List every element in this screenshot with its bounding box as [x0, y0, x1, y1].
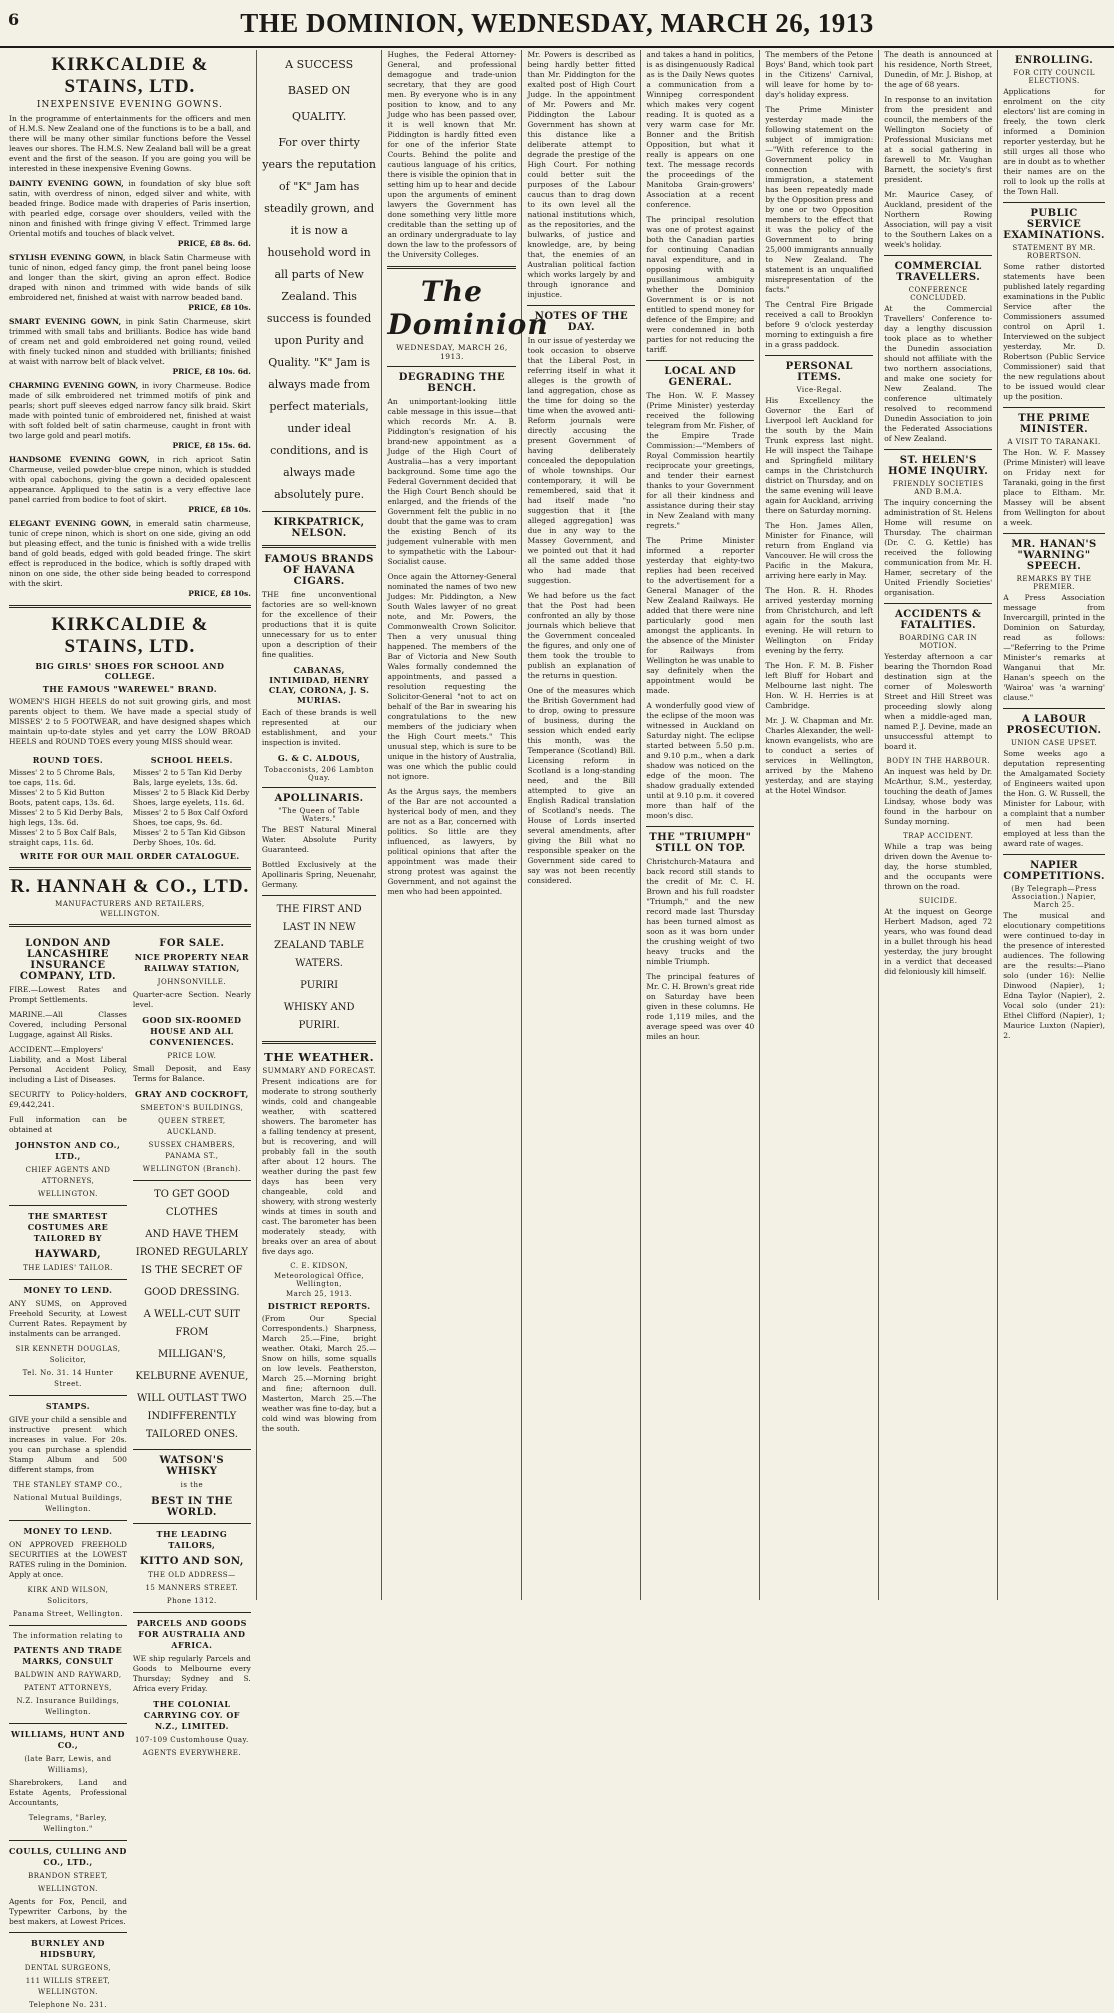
gown-price: PRICE, £8 8s. 6d. — [177, 239, 251, 248]
enrolling-paragraph: Applications for enrolment on the city electors' list are coming in freely, the town clerk informed a Dominion reporter yesterday, but he still urges all those who are in doubt as to whether their names are on the roll to look up the rolls at the Town Hall. — [1003, 87, 1105, 196]
insurance-line: FIRE.—Lowest Rates and Prompt Settlements. — [9, 985, 127, 1004]
hannah-place: WELLINGTON. — [99, 910, 160, 918]
triumph-paragraph: Christchurch-Mataura and back record still stands to the credit of Mr. C. H. Brown and his full roadster "Triumph," and the new record made last Thursday has been turned almost as soon as it was born under the crushing weight of two heavy trucks and the nimble Triumph. — [646, 857, 755, 966]
napier-paragraph: The musical and elocutionary competitions were continued to-day in the presence of interested audiences. The following are the results:—Piano solo (under 16): Nellie Dinwood (Napier), 1; Edna Taylor (Napier), 2. Vocal solo (under 21): Ethel Clifford (Napier), 1; Maurice Luxton (Napier), 2. — [1003, 911, 1105, 1040]
milligan-line: WILL OUTLAST TWO INDIFFERENTLY TAILORED ONES. — [137, 1393, 247, 1440]
gown-description: in emerald satin charmeuse, tunic of crepe ninon, which is short on one side, giving an odd but pleasing effect, and the tunic is finished with a wide trellis band of gold beads, edged with gold beaded fringe. The skirt effect is reproduced in the bodice, which is softly draped with ninon on one side, the other side being beaded to correspond with the skirt. — [9, 519, 251, 588]
personal-title: PERSONAL ITEMS. — [785, 361, 853, 383]
money-line: ANY SUMS, on Approved Freehold Security, at Lowest Current Rates. Repayment by instalments can be arranged. — [9, 1299, 127, 1338]
editorial-title: DEGRADING THE BENCH. — [398, 372, 506, 394]
gown-item — [9, 455, 251, 515]
editorial-continuation: Hughes, the Federal Attorney-General, and professional demagogue and trade-union secretary, that they are good men. By everyone who is in any position to know, and to any Judge who has been passed over, it is well known that Mr. Piddington is hardly fitted even for one of the inferior State Courts. Behind the polite and cautious language of his critics, there is visible the opinion that in setting him up to hear and decide upon the arguments of eminent lawyers the Government has done something very little more creditable than the setting up of an ordinary undergraduate to lay down the law to the professors of the University Colleges. — [387, 50, 517, 259]
patents-line: PATENT ATTORNEYS, — [24, 1684, 112, 1692]
williams-line: WILLIAMS, HUNT AND CO., — [11, 1729, 125, 1750]
milligan-line: KELBURNE AVENUE, — [135, 1371, 249, 1382]
burnley-line: 111 WILLIS STREET, WELLINGTON. — [25, 1977, 111, 1996]
apollinaris-line: APOLLINARIS. — [274, 793, 364, 804]
local-paragraph: The members of the Petone Boys' Band, which took part in the Citizens' Carnival, will leave for home by to-day's holiday express. — [765, 50, 874, 99]
kirkpatrick-line: KIRKPATRICK, NELSON. — [273, 517, 365, 539]
costumes-line: HAYWARD, — [34, 1249, 102, 1260]
for-sale-line: QUEEN STREET, AUCKLAND. — [158, 1117, 226, 1136]
editorial-paragraph: An unimportant-looking little cable message in this issue—that which records Mr. A. B. Piddington's resignation of his brand-new appointment as a Judge of the High Court of Australia—has a very important background. Some time ago the Federal Government decided that the High Court Bench should be enlarged, and the friends of the Government felt the public in no doubt that the game was to cram the existing Bench of its judgement vulnerable with men to sympathetic with the Labour-Socialist cause. — [387, 397, 517, 566]
public-service-title: PUBLIC SERVICE EXAMINATIONS. — [1003, 208, 1105, 241]
labour-paragraph: Some weeks ago a deputation representing the Amalgamated Society of Engineers waited upon the Hon. G. W. Russell, the Minister for Labour, with a complaint that a number of men had been employed at less than the award rate of wages. — [1003, 749, 1105, 848]
commercial-paragraph: At the Commercial Travellers' Conference to-day a lengthy discussion took place as to whether the Dunedin association should not affiliate with the two northern associations, and make one society for New Zealand. The conference ultimately resolved to recommend Dunedin Association to join the Federated Associations of New Zealand. — [884, 304, 993, 443]
apollinaris-line: The BEST Natural Mineral Water. Absolute Purity Guaranteed. — [261, 825, 377, 854]
helens-title: ST. HELEN'S HOME INQUIRY. — [888, 455, 989, 477]
hanan-title: MR. HANAN'S "WARNING" SPEECH. — [1011, 539, 1097, 572]
gown-name: DAINTY EVENING GOWN, — [9, 179, 124, 188]
divider — [1003, 202, 1105, 203]
local-title: LOCAL AND GENERAL. — [664, 366, 737, 388]
gown-price: PRICE, £8 10s. — [188, 505, 251, 514]
patents-line: BALDWIN AND RAYWARD, — [14, 1671, 122, 1679]
divider — [262, 545, 377, 548]
local-paragraph: The Prime Minister informed a reporter yesterday that eighty-two replies had been received to the advertisement for a General Manager of the New Zealand Railways. He added that there were nine particularly good men amongst the applicants. In the absence of the Minister for Railways from Wellington he was unable to say definitely when the appointment would be made. — [646, 536, 755, 695]
money-line: SIR KENNETH DOUGLAS, Solicitor, — [15, 1345, 121, 1364]
trap-paragraph: While a trap was being driven down the Avenue to-day, the horse stumbled, and the occupants were thrown on the road. — [884, 842, 993, 891]
williams-line: Telegrams, "Barley, Wellington." — [28, 1814, 108, 1833]
public-service-subtitle: STATEMENT BY MR. ROBERTSON. — [1012, 244, 1096, 260]
gown-name: STYLISH EVENING GOWN, — [9, 253, 126, 262]
gown-description: in pink Satin Charmeuse, skirt trimmed with small tabs and brilliants. Bodice has wide band of cream net and gold embroidered net going round, veiled with finely tucked ninon and studded with brilliants; finished at waist with narrow belt of black velvet. — [9, 317, 251, 366]
for-sale-line: PRICE LOW. — [167, 1052, 217, 1060]
burnley-line: BURNLEY AND HIDSBURY, — [31, 1938, 105, 1959]
evening-gowns-subheading: INEXPENSIVE EVENING GOWNS. — [36, 100, 223, 110]
money2-line: Panama Street, Wellington. — [12, 1610, 123, 1618]
small-ads — [9, 933, 251, 2013]
brief-paragraph: In response to an invitation from the president and council, the members of the Wellington Society of Professional Musicians met at a social gathering in farewell to Mr. Vaughan Barnett, the society's first president. — [884, 95, 993, 184]
hanan-subtitle: REMARKS BY THE PREMIER. — [1016, 575, 1092, 591]
divider — [1003, 533, 1105, 534]
shoe-item: Misses' 2 to 5 Chrome Bals, toe caps, 11s. 6d. — [9, 768, 115, 787]
gown-description: in ivory Charmeuse. Bodice made of silk embroidered net trimmed motifs of pink and pearls; short puff sleeves edged narrow fancy silk braid. Skirt made with pointed tunic of embroidered net, finished at waist with soft folded belt of satin charmeuse, caught in front with two large gold and pearl motifs. — [9, 381, 251, 440]
costumes-line: THE LADIES' TAILOR. — [23, 1264, 113, 1272]
divider — [262, 1041, 377, 1044]
coulls-line: WELLINGTON. — [38, 1885, 98, 1893]
divider — [9, 1932, 127, 1933]
commercial-subtitle: CONFERENCE CONCLUDED. — [908, 286, 968, 302]
divider — [133, 1180, 251, 1181]
kidson-line: Meteorological Office, Wellington, — [274, 1272, 365, 1288]
small-ads-right — [133, 933, 251, 2013]
mail-order-line: WRITE FOR OUR MAIL ORDER CATALOGUE. — [20, 851, 240, 861]
column-right — [998, 50, 1110, 1600]
harbour-title: BODY IN THE HARBOUR. — [886, 757, 990, 765]
accidents-paragraph: Yesterday afternoon a car bearing the Thorndon Road destination sign at the corner of Molesworth Street and Hill Street was proceeding slowly along when a middle-aged man, named P. J. Devine, made an unsuccessful attempt to board it. — [884, 652, 993, 751]
personal-paragraph: His Excellency the Governor the Earl of Liverpool left Auckland for the south by the Main Trunk express last night. He will inspect the Taihape and Springfield military camps in the Christchurch district on Thursday, and on the same evening will leave again for Auckland, arriving there on Saturday morning. — [765, 396, 874, 515]
masthead — [0, 0, 1114, 48]
insurance-line: WELLINGTON. — [38, 1190, 98, 1198]
for-sale-line: GOOD SIX-ROOMED HOUSE AND ALL CONVENIENCES. — [142, 1015, 242, 1047]
shoe-item: Misses' 2 to 5 Box Calf Bals, straight caps, 11s. 6d. — [9, 828, 117, 847]
notes-paragraph: We had before us the fact that the Post had been confronted an ally by those journals which believe that the Government concealed the figures, and only one of them took the trouble to publish an explanation of the returns in question. — [527, 591, 636, 680]
parcels-line: WE ship regularly Parcels and Goods to Melbourne every Thursday; Sydney and S. Africa every Friday. — [132, 1654, 251, 1693]
round-toes-heading: ROUND TOES. — [32, 755, 104, 765]
aldous-line: G. & C. ALDOUS, — [277, 753, 361, 763]
insurance-line: ACCIDENT.—Employers' Liability, and a Most Liberal Personal Accident Policy, including a List of Diseases. — [9, 1045, 127, 1084]
divider — [9, 924, 251, 927]
local-paragraph: The Prime Minister yesterday made the following statement on the subject of immigration:—"With reference to the Government policy in connection with immigration, a statement has been repeatedly made by the Opposition press and by one or two Opposition members to the effect that it was the policy of the Government to bring 25,000 immigrants annually to New Zealand. The statement is an unqualified misrepresentation of the facts." — [765, 105, 874, 294]
column-personal — [760, 50, 879, 1600]
divider — [9, 867, 251, 870]
parcels-line: PARCELS AND GOODS FOR AUSTRALIA AND AFRICA. — [136, 1618, 247, 1650]
personal-paragraph: The Hon. F. M. B. Fisher left Bluff for Hobart and Melbourne last night. The Hon. W. H. Herries is at Cambridge. — [765, 661, 874, 710]
divider — [646, 360, 754, 361]
jam-ad-line: A SUCCESS — [285, 58, 354, 71]
jam-ad-body: For over thirty years the reputation of "K" Jam has steadily grown, and it is now a household word in all parts of New Zealand. This success is founded upon Purity and Quality. "K" Jam is always made from perfect materials, under ideal conditions, and is always made absolutely pure. — [262, 136, 376, 501]
gown-description: in black Satin Charmeuse with tunic of ninon, edged fancy gimp, the front panel being loose and longer than the skirt, giving an apron effect. Bodice draped with ninon and trimmed with wide bands of silk embroidered net, finished at waist with narrow beaded band. — [9, 253, 251, 302]
milligan-line: MILLIGAN'S, — [157, 1349, 226, 1360]
labour-subtitle: UNION CASE UPSET. — [1010, 739, 1098, 747]
column-notes — [522, 50, 641, 1600]
dominion-dateline: WEDNESDAY, MARCH 26, 1913. — [396, 343, 508, 361]
divider — [387, 266, 516, 269]
gown-name: ELEGANT EVENING GOWN, — [9, 519, 132, 528]
burnley-line: Telephone No. 231. — [28, 2001, 107, 2009]
williams-line: Sharebrokers, Land and Estate Agents, Professional Accountants, — [9, 1778, 127, 1807]
personal-paragraph: The Hon. James Allen, Minister for Finance, will return from England via Vancouver. He will cross the Pacific in the Makura, arriving here early in May. — [765, 521, 874, 580]
kitto-line: 15 MANNERS STREET. — [145, 1584, 239, 1592]
parcels-line: THE COLONIAL CARRYING COY. OF N.Z., LIMITED. — [143, 1699, 240, 1731]
divider — [9, 1395, 127, 1396]
gown-description: in rich apricot Satin Charmeuse, veiled powder-blue crepe ninon, which is studded with opal cabochons, giving the gown a decided opalescent appearance. Appliqued to the satin is a very effective lace panel carried from bodice to foot of skirt. — [9, 455, 251, 504]
coulls-line: BRANDON STREET, — [28, 1872, 108, 1880]
money2-line: ON APPROVED FREEHOLD SECURITIES at the LOWEST RATES ruling in the Dominion. Apply at once. — [9, 1540, 127, 1579]
insurance-line: SECURITY to Policy-holders, £9,442,241. — [9, 1090, 127, 1109]
divider — [9, 605, 251, 608]
divider — [133, 1612, 251, 1613]
for-sale-line: SUSSEX CHAMBERS, PANAMA ST., — [148, 1141, 236, 1160]
accidents-title: ACCIDENTS & FATALITIES. — [894, 609, 982, 631]
burnley-line: DENTAL SURGEONS, — [24, 1964, 112, 1972]
divider — [262, 787, 377, 788]
enrolling-title: ENROLLING. — [1014, 55, 1094, 66]
cigars-title: FAMOUS BRANDS OF HAVANA CIGARS. — [264, 554, 374, 587]
brief-paragraph: Mr. Maurice Casey, of Auckland, president of the Northern Rowing Association, will pay a visit to the Southern Lakes on a week's holiday. — [884, 190, 993, 249]
insurance-line: Full information can be obtained at — [9, 1115, 127, 1134]
patents-line: The information relating to — [12, 1632, 123, 1640]
insurance-title: LONDON AND LANCASHIRE INSURANCE COMPANY, LTD. — [19, 938, 117, 982]
public-service-paragraph: Some rather distorted statements have been published lately regarding examinations in the Public Service after the Commissioners assumed control on April 1. Interviewed on the subject yesterday, Mr. D. Robertson (Public Service Commissioner) said that the new regulations about to be issued would clear up the position. — [1003, 262, 1105, 401]
for-sale-line: Quarter-acre Section. Nearly level. — [132, 990, 251, 1009]
divider — [884, 449, 992, 450]
gown-price: PRICE, £8 15s. 6d. — [172, 441, 251, 450]
gown-price: PRICE, £8 10s. 6d. — [172, 367, 251, 376]
hannah-sub: MANUFACTURERS AND RETAILERS, — [55, 900, 205, 908]
divider — [9, 1520, 127, 1521]
kirkcaldie-header-2: KIRKCALDIE & STAINS, LTD. — [51, 614, 209, 657]
for-sale-line: WELLINGTON (Branch). — [142, 1165, 241, 1173]
pm-paragraph: The Hon. W. F. Massey (Prime Minister) will leave on Friday next for Taranaki, going in the first place to Eltham. Mr. Massey will be absent from Wellington for about a week. — [1003, 448, 1105, 527]
suicide-title: SUICIDE. — [918, 897, 958, 905]
gown-price: PRICE, £8 10s. — [188, 303, 251, 312]
suicide-paragraph: At the inquest on George Herbert Madson, aged 72 years, who was found dead in a bullet through his head yesterday, the jury brought in a verdict that deceased did feloniously kill himself. — [884, 907, 993, 976]
napier-title: NAPIER COMPETITIONS. — [1003, 860, 1106, 882]
column-advertisements-left — [4, 50, 257, 2009]
trap-title: TRAP ACCIDENT. — [903, 832, 974, 840]
weather-title: THE WEATHER. — [264, 1050, 375, 1064]
shoe-item: Misses' 2 to 5 Tan Kid Gibson Derby Shoes, 10s. 6d. — [132, 828, 246, 847]
commercial-title: COMMERCIAL TRAVELLERS. — [894, 261, 982, 283]
watson-line: BEST IN THE WORLD. — [151, 1496, 233, 1518]
editorial-paragraph: As the Argus says, the members of the Bar are not accounted a hysterical body of men, and they are not as a Bar, concerned with politics. So little are they influenced, as lawyers, by political opinions that after the appointment was made their strong protest was against the Government, and not against the men who had been appointed. — [387, 787, 517, 896]
local-paragraph: A wonderfully good view of the eclipse of the moon was witnessed in Auckland on Saturday night. The eclipse started between 5.50 p.m. and 9.10 p.m., when a dark shadow was noticed on the edge of the moon. The shadow gradually extended until at 9.10 p.m. it covered more than half of the moon's disc. — [646, 701, 755, 820]
divider — [9, 1625, 127, 1626]
labour-title: A LABOUR PROSECUTION. — [1006, 714, 1102, 736]
divider — [133, 1523, 251, 1524]
helens-subtitle: FRIENDLY SOCIETIES AND B.M.A. — [892, 480, 984, 496]
insurance-line: MARINE.—All Classes Covered, including Personal Luggage, against All Risks. — [9, 1010, 127, 1039]
shoes-subheading: BIG GIRLS' SHOES FOR SCHOOL AND COLLEGE. — [35, 661, 225, 681]
divider — [9, 1723, 127, 1724]
milligan-line: TO GET GOOD CLOTHES — [154, 1189, 230, 1218]
gown-name: HANDSOME EVENING GOWN, — [9, 455, 150, 464]
enrolling-subtitle: FOR CITY COUNCIL ELECTIONS. — [1013, 69, 1095, 85]
harbour-paragraph: An inquest was held by Dr. McArthur, S.M., yesterday, touching the death of James Lindsay, whose body was found in the harbour on Sunday morning. — [884, 767, 993, 826]
dominion-nameplate: The Dominion — [387, 275, 549, 341]
divider — [9, 1205, 127, 1206]
small-ads-left — [9, 933, 127, 2013]
insurance-line: JOHNSTON AND CO., LTD., — [15, 1140, 121, 1161]
notes-paragraph: In our issue of yesterday we took occasion to observe that the Liberal Post, in referring itself in what it alleges is the growth of land aggregation, chose as the time for doing so the time when the avowed anti-Reform journals were directly accusing the present Government of having deliberately concealed the depopulation of whole townships. Our contemporary, it will be remembered, said that it had itself made "no suggestion that it [the alleged aggregation] was due in any way to the Massey Government, and we pointed out that it had all the same added those who had made that suggestion. — [527, 336, 636, 585]
coulls-line: COULLS, CULLING AND CO., LTD., — [9, 1846, 127, 1867]
milligan-line: A WELL-CUT SUIT FROM — [143, 1309, 241, 1338]
gown-item — [9, 253, 251, 313]
aldous-line: Tobacconists, 206 Lambton Quay. — [264, 766, 375, 782]
column-ads-weather — [257, 50, 383, 1600]
money-line: MONEY TO LEND. — [23, 1285, 113, 1295]
triumph-title: THE "TRIUMPH" STILL ON TOP. — [649, 832, 752, 854]
divider — [1003, 407, 1105, 408]
cigar-brands: CABANAS, INTIMIDAD, HENRY CLAY, CORONA, J. S. MURIAS. — [268, 665, 370, 705]
money2-line: MONEY TO LEND. — [23, 1526, 113, 1536]
notes-paragraph: One of the measures which the British Government had to drop, owing to pressure of business, during the session which ended early this month, was the Temperance (Scotland) Bill. Licensing reform in Scotland is a long-standing need, and the Bill attempted to give an English Radical translation of Scotland's needs. The House of Lords inserted several amendments, after giving the Bill what no responsible speaker on the Government side cared to say was not been recently considered. — [527, 686, 636, 885]
divider — [884, 255, 992, 256]
triumph-paragraph: The principal features of Mr. C. H. Brown's great ride on Saturday have been given in these columns. He rode 1,119 miles, and the average speed was over 40 miles an hour. — [646, 972, 755, 1041]
patents-line: N.Z. Insurance Buildings, Wellington. — [16, 1697, 120, 1716]
gown-name: CHARMING EVENING GOWN, — [9, 381, 139, 390]
divider — [9, 1840, 127, 1841]
stamps-line: GIVE your child a sensible and instructive present which increases in value. For 20s. you can purchase a splendid Stamp Album and 500 different stamps, from — [9, 1415, 127, 1474]
page-number: 6 — [8, 10, 20, 29]
gown-name: SMART EVENING GOWN, — [9, 317, 122, 326]
helens-paragraph: The inquiry concerning the administration of St. Helens Home will resume on Thursday. The chairman (Dr. C. G. Kettle) has received the following communication from Mr. H. Hamer, secretary of the United Friendly Societies' organisation. — [884, 498, 993, 597]
shoe-item: Misses' 2 to 5 Box Calf Oxford Shoes, toe caps, 9s. 6d. — [132, 808, 249, 827]
watson-line: is the — [180, 1481, 204, 1489]
apollinaris-line: Bottled Exclusively at the Apollinaris Spring, Neuenahr, Germany. — [261, 860, 377, 889]
money2-line: KIRK AND WILSON, Solicitors, — [27, 1586, 109, 1605]
stamps-line: THE STANLEY STAMP CO., — [13, 1481, 123, 1489]
patents-line: PATENTS AND TRADE MARKS, CONSULT — [13, 1645, 123, 1666]
kirkcaldie-header: KIRKCALDIE & STAINS, LTD. — [51, 54, 209, 97]
milligan-line: GOOD DRESSING. — [144, 1287, 240, 1298]
jam-ad-line: BASED ON — [287, 84, 351, 97]
cigars-body: THE fine unconventional factories are so well-known for the excellence of their productions that it is quite unnecessary for us to enter upon a description of their fine qualities. — [261, 590, 377, 659]
shoe-item: Misses' 2 to 5 Kid Button Boots, patent caps, 13s. 6d. — [9, 788, 115, 807]
coulls-line: Agents for Fox, Pencil, and Typewriter Carbons, by the best makers, at Lowest Prices. — [9, 1897, 127, 1926]
divider — [646, 826, 754, 827]
column-briefs — [879, 50, 998, 1600]
stamps-line: STAMPS. — [45, 1401, 91, 1411]
shoe-item: Misses' 2 to 5 Tan Kid Derby Bals, large eyelets, 13s. 6d. — [132, 768, 243, 787]
for-sale-line: GRAY AND COCKROFT, — [134, 1089, 249, 1099]
brief-paragraph: The death is announced at his residence, North Street, Dunedin, of Mr. J. Bishop, at the age of 68 years. — [884, 50, 993, 89]
divider — [262, 895, 377, 896]
local-paragraph: The Hon. W. F. Massey (Prime Minister) yesterday received the following telegram from Mr. Fisher, of the Empire Trade Commission:—"Members of Royal Commission heartily reciprocate your greetings, and tender their earnest thanks to your Government for all their kindness and assistance during their stay in New Zealand with many regrets." — [646, 391, 755, 530]
gown-price: PRICE, £8 10s. — [188, 589, 251, 598]
page-columns — [4, 50, 1110, 2009]
divider — [1003, 854, 1105, 855]
gown-item — [9, 179, 251, 249]
divider — [262, 511, 377, 512]
kitto-line: THE OLD ADDRESS— — [148, 1571, 236, 1579]
williams-line: (late Barr, Lewis, and Williams), — [24, 1755, 112, 1774]
puriri-line: WHISKY AND PURIRI. — [283, 1002, 355, 1031]
for-sale-line: NICE PROPERTY NEAR RAILWAY STATION, — [134, 952, 249, 973]
insurance-line: CHIEF AGENTS AND ATTORNEYS, — [25, 1166, 111, 1185]
shoe-item: Misses' 2 to 5 Black Kid Derby Shoes, large eyelets, 11s. 6d. — [132, 788, 250, 807]
column-editorial — [382, 50, 549, 1600]
puriri-line: THE FIRST AND LAST IN NEW ZEALAND TABLE WATERS. — [274, 904, 365, 969]
pm-title: THE PRIME MINISTER. — [1018, 413, 1090, 435]
for-sale-line: SMEETON'S BUILDINGS, — [140, 1104, 244, 1112]
parcels-line: AGENTS EVERYWHERE. — [142, 1749, 242, 1757]
local-paragraph: The Central Fire Brigade received a call to Brooklyn before 9 o'clock yesterday morning to extinguish a fire in a grass paddock. — [765, 300, 874, 349]
kitto-line: THE LEADING TAILORS, — [156, 1529, 228, 1550]
gowns-intro: In the programme of entertainments for the officers and men of H.M.S. New Zealand one of the functions is to be a ball, and there will be many other similar functions before the Vessel leaves our shores. The H.M.S. New Zealand ball will be a great event and the first of the season. If you are going you will be interested in these inexpensive Evening Gowns. — [9, 114, 251, 173]
stamps-line: National Mutual Buildings, Wellington. — [13, 1494, 123, 1513]
watson-line: WATSON'S WHISKY — [159, 1455, 225, 1477]
kidson-line: March 25, 1913. — [286, 1290, 353, 1298]
column-local — [641, 50, 760, 1600]
apollinaris-line: "The Queen of Table Waters." — [278, 807, 360, 823]
money-line: Tel. No. 31. 14 Hunter Street. — [22, 1369, 114, 1388]
gown-description: in foundation of sky blue soft satin, with overdress of ninon, edged silver and white, with beaded fringe. Bodice made with draperies of Paris insertion, with pearled edge, corsage over shoulders, veiled with the ninon and finished with fringe giving V effect. Trimmed large Oriental motifs and touches of black velvet. — [9, 179, 251, 238]
divider — [9, 1279, 127, 1280]
hanan-paragraph: A Press Association message from Invercargill, printed in the Dominion on Saturday, read as follows:—"Referring to the Prime Minister's remarks at Wanganui that Mr. Hanan's speech on the 'Wairoa' was 'a warning' clause." — [1003, 593, 1105, 702]
puriri-line: PURIRI — [300, 980, 339, 991]
accidents-subtitle: BOARDING CAR IN MOTION. — [899, 634, 978, 650]
divider — [527, 305, 635, 306]
pm-subtitle: A VISIT TO TARANAKI. — [1007, 438, 1101, 446]
newspaper-title: THE DOMINION, WEDNESDAY, MARCH 26, 1913 — [240, 7, 874, 38]
notes-paragraph: and takes a hand in politics, is as disingenuously Radical as is the Daily News quotes a communication from a Winnipeg correspondent which makes very cogent reading. It is quoted as a very warm case for Mr. Bonner and the British Opposition, but what it really is appears on one text. The message records the proceedings of the Manitoba Grain-growers' Association at a recent conference. — [646, 50, 755, 209]
school-heels-heading: SCHOOL HEELS. — [150, 755, 233, 765]
divider — [133, 1449, 251, 1450]
shoes-intro: WOMEN'S HIGH HEELS do not suit growing girls, and most parents object to them. We have made a special study of MISSES' 2 to 5 FOOTWEAR, and have designed shapes which maintain up-to-date styles and yet carry the LOW BROAD HEELS and ROUND TOES every young MISS should wear. — [9, 697, 251, 746]
parcels-line: 107-109 Customhouse Quay. — [134, 1736, 249, 1744]
for-sale-line: Small Deposit, and Easy Terms for Balance. — [132, 1064, 251, 1083]
notes-title: NOTES OF THE DAY. — [534, 311, 629, 333]
milligan-line: AND HAVE THEM IRONED REGULARLY IS THE SECRET OF — [135, 1229, 248, 1276]
kidson-line: C. E. KIDSON, — [290, 1262, 348, 1270]
jam-ad-line: QUALITY. — [292, 110, 347, 123]
personal-subtitle: Vice-Regal. — [796, 386, 843, 394]
personal-paragraph: Mr. J. W. Chapman and Mr. Charles Alexander, the well-known evangelists, who are to conduct a series of services in Wellington, arrived by the Maheno yesterday, and are staying at the Hotel Windsor. — [765, 716, 874, 795]
gown-item — [9, 519, 251, 599]
gown-item — [9, 317, 251, 377]
divider — [765, 355, 873, 356]
divider — [884, 603, 992, 604]
district-title: DISTRICT REPORTS. — [267, 1301, 371, 1311]
weather-body: Present indications are for moderate to strong southerly winds, cold and changeable weather, with scattered showers. The barometer has a falling tendency at present, but is recovering, and will probably fall in the south after about 12 hours. The weather during the past few days has been very changeable, cold and showery, with strong westerly winds at times in south and cast. The barometer has been moderately steady, with breaks over an area of about five days ago. — [261, 1077, 377, 1256]
cigars-body-2: Each of these brands is well represented at our establishment, and your inspection is invited. — [261, 708, 377, 747]
divider — [387, 366, 516, 367]
napier-subtitle: (By Telegraph—Press Association.) Napier, March 25. — [1011, 885, 1097, 909]
hannah-header: R. HANNAH & CO., LTD. — [10, 876, 250, 897]
notes-paragraph: The principal resolution was one of protest against both the Canadian parties for continuing Canadian naval expenditure, and in opposing with a pusillanimous ambiguity whether the Dominion Government is or is not entitled to spend money for defence of the Empire; and were condemned in both parties for not reducing the tariff. — [646, 215, 755, 354]
editorial-paragraph: Once again the Attorney-General nominated the names of two new Judges: Mr. Piddington, a New South Wales lawyer of no great note, and Mr. Powers, the Commonwealth Crown Solicitor. Then a very unusual thing happened. The members of the Bar of Victoria and New South Wales formally condemned the appointments, and passed a resolution requesting the Solicitor-General "not to act on behalf of the Bar in swearing his congratulations to the new members of the judiciary when the High Court meets." This unusual step, which is sure to be unique in the history of Australia, was one which the public could not ignore. — [387, 572, 517, 781]
costumes-line: THE SMARTEST COSTUMES ARE TAILORED BY — [27, 1211, 109, 1243]
warewel-brand: THE FAMOUS "WAREWEL" BRAND. — [42, 684, 218, 694]
kitto-line: KITTO AND SON, — [139, 1556, 244, 1567]
for-sale-line: FOR SALE. — [159, 938, 225, 949]
gown-item — [9, 381, 251, 451]
personal-paragraph: The Hon. R. H. Rhodes arrived yesterday morning from Christchurch, and left again for the south last evening. He will return to Wellington on Friday evening by the ferry. — [765, 586, 874, 655]
divider — [1003, 708, 1105, 709]
editorial-paragraph: Mr. Powers is described as being hardly better fitted than Mr. Piddington for the exalted post of High Court Judge. In the appointment of Mr. Powers and Mr. Piddington the Labour Government has shown at this distance like a deliberate attempt to degrade the prestige of the High Court. For nothing could better suit the purposes of the Labour caucus than to drag down to its own level all the national institutions which, as the repositories, and the bulwarks, of justice and knowledge, are, by being that, the enemies of an Australian political faction which works largely by and through ignorance and injustice. — [527, 50, 636, 299]
kitto-line: Phone 1312. — [166, 1597, 217, 1605]
weather-subtitle: SUMMARY AND FORECAST. — [262, 1067, 376, 1075]
shoe-item: Misses' 2 to 5 Kid Derby Bals, high legs, 13s. 6d. — [9, 808, 123, 827]
shoe-lists — [9, 752, 251, 848]
district-body: (From Our Special Correspondents.) Sharpness, March 25.—Fine, bright weather. Otaki, March 25.—Snow on hills, some squalls on low levels. Featherston, March 25.—Morning bright and fine; afternoon dull. Masterton, March 25.—The weather was fine to-day, but a cold wind was blowing from the south. — [261, 1314, 377, 1433]
for-sale-line: JOHNSONVILLE. — [157, 978, 227, 986]
